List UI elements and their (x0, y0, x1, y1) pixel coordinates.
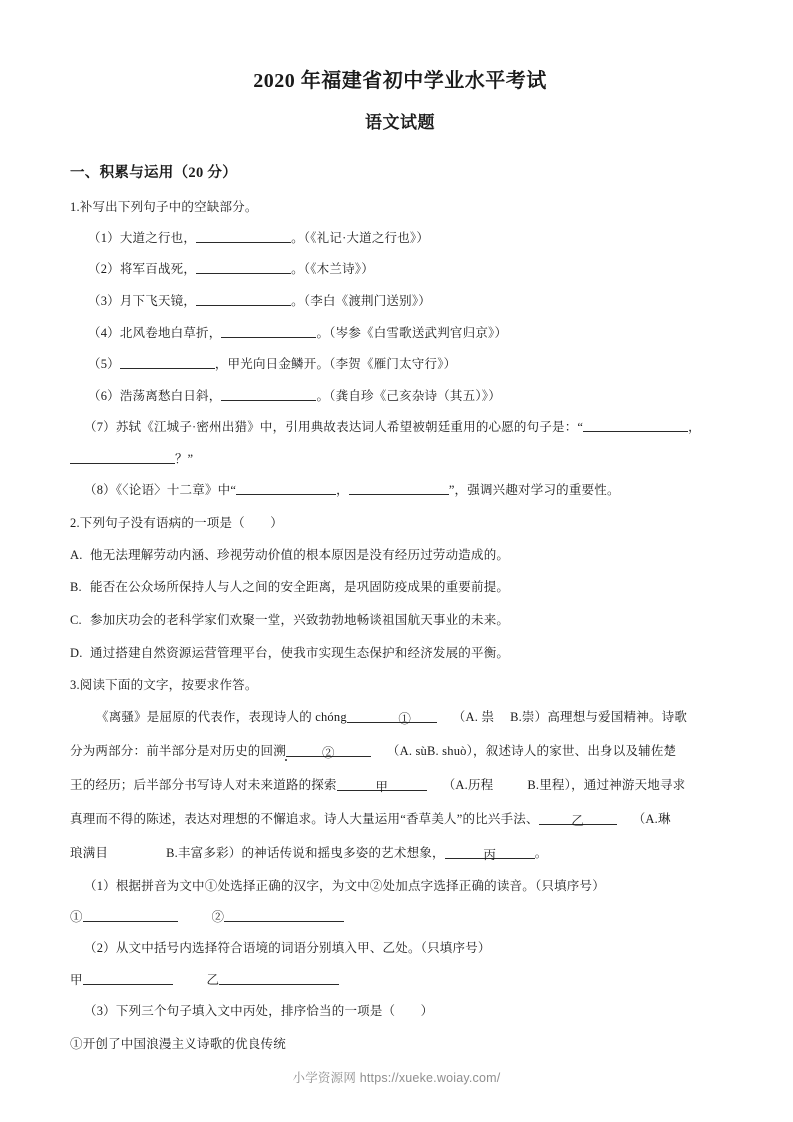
item-text-after: 。（李白《渡荆门送别》） (291, 293, 431, 308)
item-text-after: 。（龚自珍《己亥杂诗（其五）》） (316, 388, 501, 403)
question-3-sub-2: （2）从文中括号内选择符合语境的词语分别填入甲、乙处。（只填序号） (84, 941, 491, 956)
question-2-option-a[interactable] (70, 545, 730, 566)
item-number: （1） (88, 230, 120, 245)
answer-blank-yi[interactable] (219, 972, 339, 985)
option-text: 他无法理解劳动内涵、珍视劳动价值的根本原因是没有经历过劳动造成的。 (90, 547, 510, 562)
passage-blank-bing[interactable]: 丙 (445, 845, 535, 859)
question-3-passage-line-5 (70, 843, 730, 865)
item-text-b: ， (336, 483, 349, 498)
option-text: 通过搭建自然资源运营管理平台，使我市实现生态保护和经济发展的平衡。 (90, 645, 510, 660)
question-3-sub-3: （3）下列三个句子填入文中丙处，排序恰当的一项是（ ） (84, 1003, 434, 1018)
passage-text-a: 《离骚》是屈原的代表作，表现诗人的 chóng (96, 710, 347, 725)
fill-in-blank[interactable] (221, 325, 316, 338)
question-2-option-c[interactable] (70, 610, 730, 631)
option-text: 参加庆功会的老科学家们欢聚一堂，兴致勃勃地畅谈祖国航天事业的未来。 (90, 612, 510, 627)
question-2-stem: 2.下列句子没有语病的一项是（ ） (70, 515, 283, 530)
fill-in-blank[interactable] (120, 356, 215, 369)
question-1-item-4 (70, 323, 730, 344)
passage-text-a: 琅满目 (70, 845, 109, 860)
answer-blank-jia[interactable] (83, 972, 173, 985)
option-text: 能否在公众场所保持人与人之间的安全距离，是巩固防疫成果的重要前提。 (90, 580, 510, 595)
passage-text-c: 。 (534, 845, 548, 860)
passage-text-a: 分为两部分：前半部分是对历史的回溯 (70, 744, 286, 759)
question-2-option-d[interactable] (70, 643, 730, 664)
passage-text-b: （A.历程 (442, 777, 494, 792)
item-text-after: 。（岑参《白雪歌送武判官归京》） (316, 325, 508, 340)
question-1-item-3 (70, 291, 730, 312)
item-number: （8） (84, 483, 116, 498)
question-1-item-7-line2 (70, 449, 730, 469)
item-text-before: 将军百战死， (119, 262, 197, 277)
fill-in-blank[interactable] (196, 293, 291, 306)
question-3-passage-line-3 (70, 775, 730, 797)
question-3-sub-3-choice-1: ①开创了中国浪漫主义诗歌的优良传统 (70, 1037, 286, 1052)
item-number: （2） (88, 262, 120, 277)
fill-in-blank[interactable] (70, 451, 175, 464)
item-text-b: ， (688, 420, 701, 435)
passage-text-a: 王的经历；后半部分书写诗人对未来道路的探索 (70, 777, 337, 792)
question-3-sub-1-answers (70, 907, 730, 927)
question-1-item-7 (70, 417, 730, 438)
passage-text-b: （A. 祟 (452, 710, 495, 725)
answer-blank-2[interactable] (224, 909, 344, 922)
fill-in-blank[interactable] (236, 482, 336, 495)
page-title: 2020 年福建省初中学业水平考试 (253, 70, 547, 92)
footer-watermark: 小学资源网 https://xueke.woiay.com/ (292, 1071, 501, 1085)
item-text-after: 。（《木兰诗》） (291, 262, 374, 277)
fill-in-blank[interactable] (221, 388, 316, 401)
passage-text-c: B.崇）高理想与爱国精神。诗歌 (510, 710, 688, 725)
section-heading: 一、积累与运用（20 分） (70, 164, 238, 181)
item-number: （3） (88, 293, 120, 308)
item-text-after: 。（《礼记·大道之行也》） (291, 230, 430, 245)
answer-label-2: ② (211, 910, 225, 925)
passage-blank-2[interactable]: ② (286, 743, 371, 757)
question-3-stem: 3.阅读下面的文字，按要求作答。 (70, 678, 258, 693)
page-subtitle: 语文试题 (365, 113, 435, 132)
passage-text-c: B.里程），通过神游天地寻求 (527, 777, 686, 792)
question-1-item-6 (70, 386, 730, 407)
answer-blank-1[interactable] (83, 909, 178, 922)
item-text-after: ，甲光向日金鳞开。（李贺《雁门太守行》） (214, 357, 457, 372)
option-letter: D. (70, 645, 83, 660)
option-letter: C. (70, 612, 82, 627)
item-text-before: 大道之行也， (119, 230, 197, 245)
question-1-item-5 (70, 354, 730, 375)
passage-blank-1[interactable]: ① (347, 709, 437, 723)
answer-label-yi: 乙 (206, 972, 220, 987)
item-text-a: 《〈论语〉十二章》中“ (115, 483, 237, 498)
question-3-sub-1: （1）根据拼音为文中①处选择正确的汉字，为文中②处加点字选择正确的读音。（只填序号） (84, 878, 605, 893)
answer-label-1: ① (70, 910, 83, 925)
page-content (70, 0, 730, 1054)
passage-text-b: （A. sù (386, 744, 427, 759)
question-3-passage-line-2 (70, 741, 730, 763)
question-3-passage-line-1 (70, 707, 730, 729)
item-text-before: 浩荡离愁白日斜， (119, 388, 222, 403)
item-number: （5） (88, 357, 120, 372)
option-letter: B. (70, 580, 82, 595)
question-2-option-b[interactable] (70, 577, 730, 598)
passage-text-b: B.丰富多彩）的神话传说和摇曳多姿的艺术想象， (166, 845, 445, 860)
item-number: （6） (88, 388, 120, 403)
item-text-before: 月下飞天镜， (119, 293, 197, 308)
item-text-before: 北风卷地白草折， (119, 325, 222, 340)
passage-blank-yi[interactable]: 乙 (539, 811, 617, 825)
fill-in-blank[interactable] (349, 482, 449, 495)
item-text-c: ？” (175, 452, 194, 467)
passage-text-a: 真理而不得的陈述，表达对理想的不懈追求。诗人大量运用“香草美人”的比兴手法、 (70, 811, 539, 826)
fill-in-blank[interactable] (583, 420, 688, 433)
item-number: （7） (84, 420, 116, 435)
passage-text-b: （A.琳 (632, 811, 671, 826)
passage-text-c: B. shuò），叙述诗人的家世、出身以及辅佐楚 (427, 744, 677, 759)
question-1-item-1 (70, 228, 730, 249)
item-text-c: ”，强调兴趣对学习的重要性。 (448, 483, 620, 498)
item-number: （4） (88, 325, 120, 340)
question-1-item-8 (70, 480, 730, 501)
question-1-stem: 1.补写出下列句子中的空缺部分。 (70, 199, 258, 214)
question-3-passage-line-4 (70, 809, 730, 831)
option-letter: A. (70, 547, 83, 562)
item-text-a: 苏轼《江城子·密州出猎》中，引用典故表达词人希望被朝廷重用的心愿的句子是：“ (115, 420, 584, 435)
passage-blank-jia[interactable]: 甲 (337, 777, 427, 791)
question-3-sub-2-answers (70, 970, 730, 990)
fill-in-blank[interactable] (196, 230, 291, 243)
question-1-item-2 (70, 259, 730, 280)
answer-label-jia: 甲 (70, 972, 83, 987)
fill-in-blank[interactable] (196, 261, 291, 274)
